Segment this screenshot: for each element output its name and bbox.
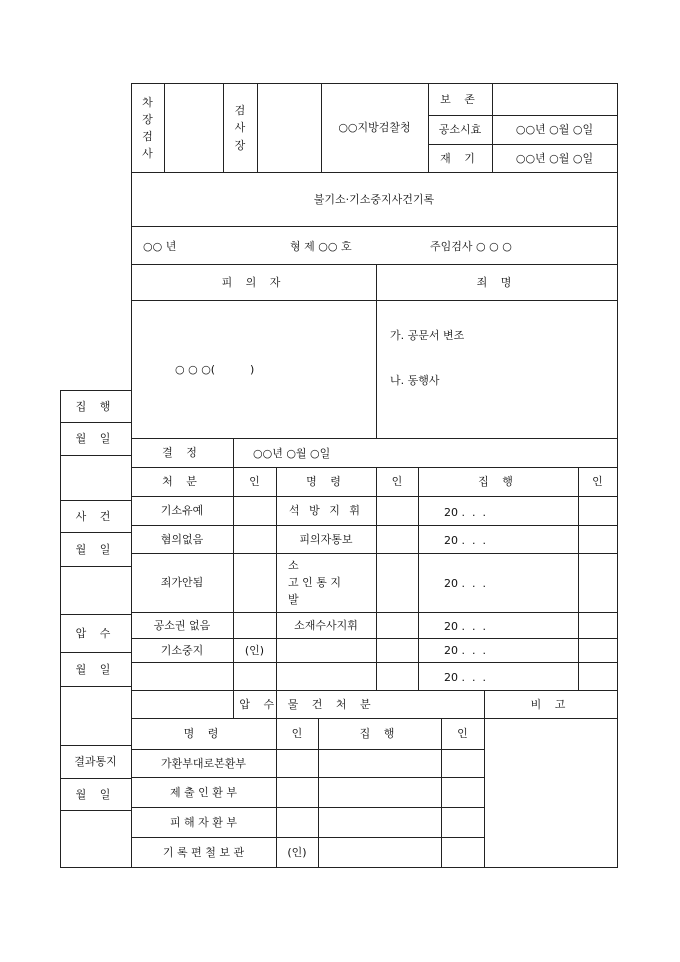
office-name: ○○지방검찰청 xyxy=(338,121,411,135)
seal-cell: (인) xyxy=(287,845,307,859)
disposition-cell: 혐의없음 xyxy=(160,532,204,546)
review-label: 재 기 xyxy=(440,151,480,165)
suspect-header: 피 의 자 xyxy=(221,275,286,289)
seal-cell: (인) xyxy=(244,643,265,657)
seizure-date-label: 월 일 xyxy=(75,662,116,676)
prescription-date: ○○년 ○월 ○일 xyxy=(515,123,594,137)
chief-prosecutor-label: 검 사 장 xyxy=(234,104,246,152)
seized-order-header: 명 령 xyxy=(183,727,224,741)
chief-prosecutor-sign-box xyxy=(257,84,321,172)
exec-date-cell: 20 . . . xyxy=(444,671,486,684)
exec-date-cell: 20 . . . xyxy=(444,506,486,519)
seized-order-cell: 피 해 자 환 부 xyxy=(169,815,238,829)
exec-date-cell: 20 . . . xyxy=(444,534,486,547)
execution-date-label: 월 일 xyxy=(75,432,116,446)
disposition-cell: 죄가안됨 xyxy=(160,576,204,590)
seal-header: 인 xyxy=(391,475,403,489)
prescription-label: 공소시효 xyxy=(438,123,482,137)
order-cell: 소재수사지휘 xyxy=(294,618,358,632)
case-date-label: 월 일 xyxy=(75,542,116,556)
disposition-cell: 기소중지 xyxy=(160,643,204,657)
seized-exec-header: 집 행 xyxy=(359,727,400,741)
review-date: ○○년 ○월 ○일 xyxy=(515,151,594,165)
suspect-name: ○ ○ ○( ) xyxy=(175,363,255,376)
seal-header: 인 xyxy=(249,475,260,489)
disposition-cell: 공소권 없음 xyxy=(153,618,211,632)
retention-label: 보 존 xyxy=(440,92,480,106)
decision-date: ○○년 ○월 ○일 xyxy=(253,447,331,460)
seized-order-cell: 제 출 인 환 부 xyxy=(169,785,238,799)
seal-header: 인 xyxy=(457,727,468,741)
seized-order-cell: 기 록 편 철 보 관 xyxy=(162,845,245,859)
case-prosecutor: 주임검사 ○ ○ ○ xyxy=(430,240,512,253)
order-cell: 소 고 인 통 지 발 xyxy=(288,559,341,607)
remarks-header: 비 고 xyxy=(530,697,571,711)
seizure-label: 압 수 xyxy=(75,626,116,640)
notice-date-label: 월 일 xyxy=(75,787,116,801)
execution-label: 집 행 xyxy=(75,399,116,413)
seized-header: 압 수 물 건 처 분 xyxy=(239,697,376,711)
case-label: 사 건 xyxy=(75,509,116,523)
vice-prosecutor-label: 차 장 검 사 xyxy=(142,95,153,161)
offense-header: 죄 명 xyxy=(476,275,517,289)
disposition-header: 처 분 xyxy=(162,475,202,489)
offense-item: 나. 동행사 xyxy=(390,374,440,387)
exec-date-cell: 20 . . . xyxy=(444,644,486,657)
order-cell: 석 방 지 휘 xyxy=(289,504,363,518)
seal-header: 인 xyxy=(592,475,603,489)
document-title: 불기소·기소중지사건기록 xyxy=(313,192,435,206)
exec-date-cell: 20 . . . xyxy=(444,620,486,633)
decision-label: 결 정 xyxy=(162,446,202,460)
vice-prosecutor-sign-box xyxy=(164,84,223,172)
offense-item: 가. 공문서 변조 xyxy=(390,329,465,342)
order-header: 명 령 xyxy=(306,475,346,489)
case-number: 형 제 ○○ 호 xyxy=(290,240,352,253)
seal-header: 인 xyxy=(291,727,303,741)
seized-order-cell: 가환부대로본환부 xyxy=(160,756,246,770)
case-year: ○○ 년 xyxy=(143,240,177,253)
disposition-cell: 기소유예 xyxy=(160,504,204,518)
exec-date-cell: 20 . . . xyxy=(444,577,486,590)
order-cell: 피의자통보 xyxy=(299,532,353,546)
notice-label: 결과통지 xyxy=(74,755,117,769)
execution-header: 집 행 xyxy=(478,475,518,489)
